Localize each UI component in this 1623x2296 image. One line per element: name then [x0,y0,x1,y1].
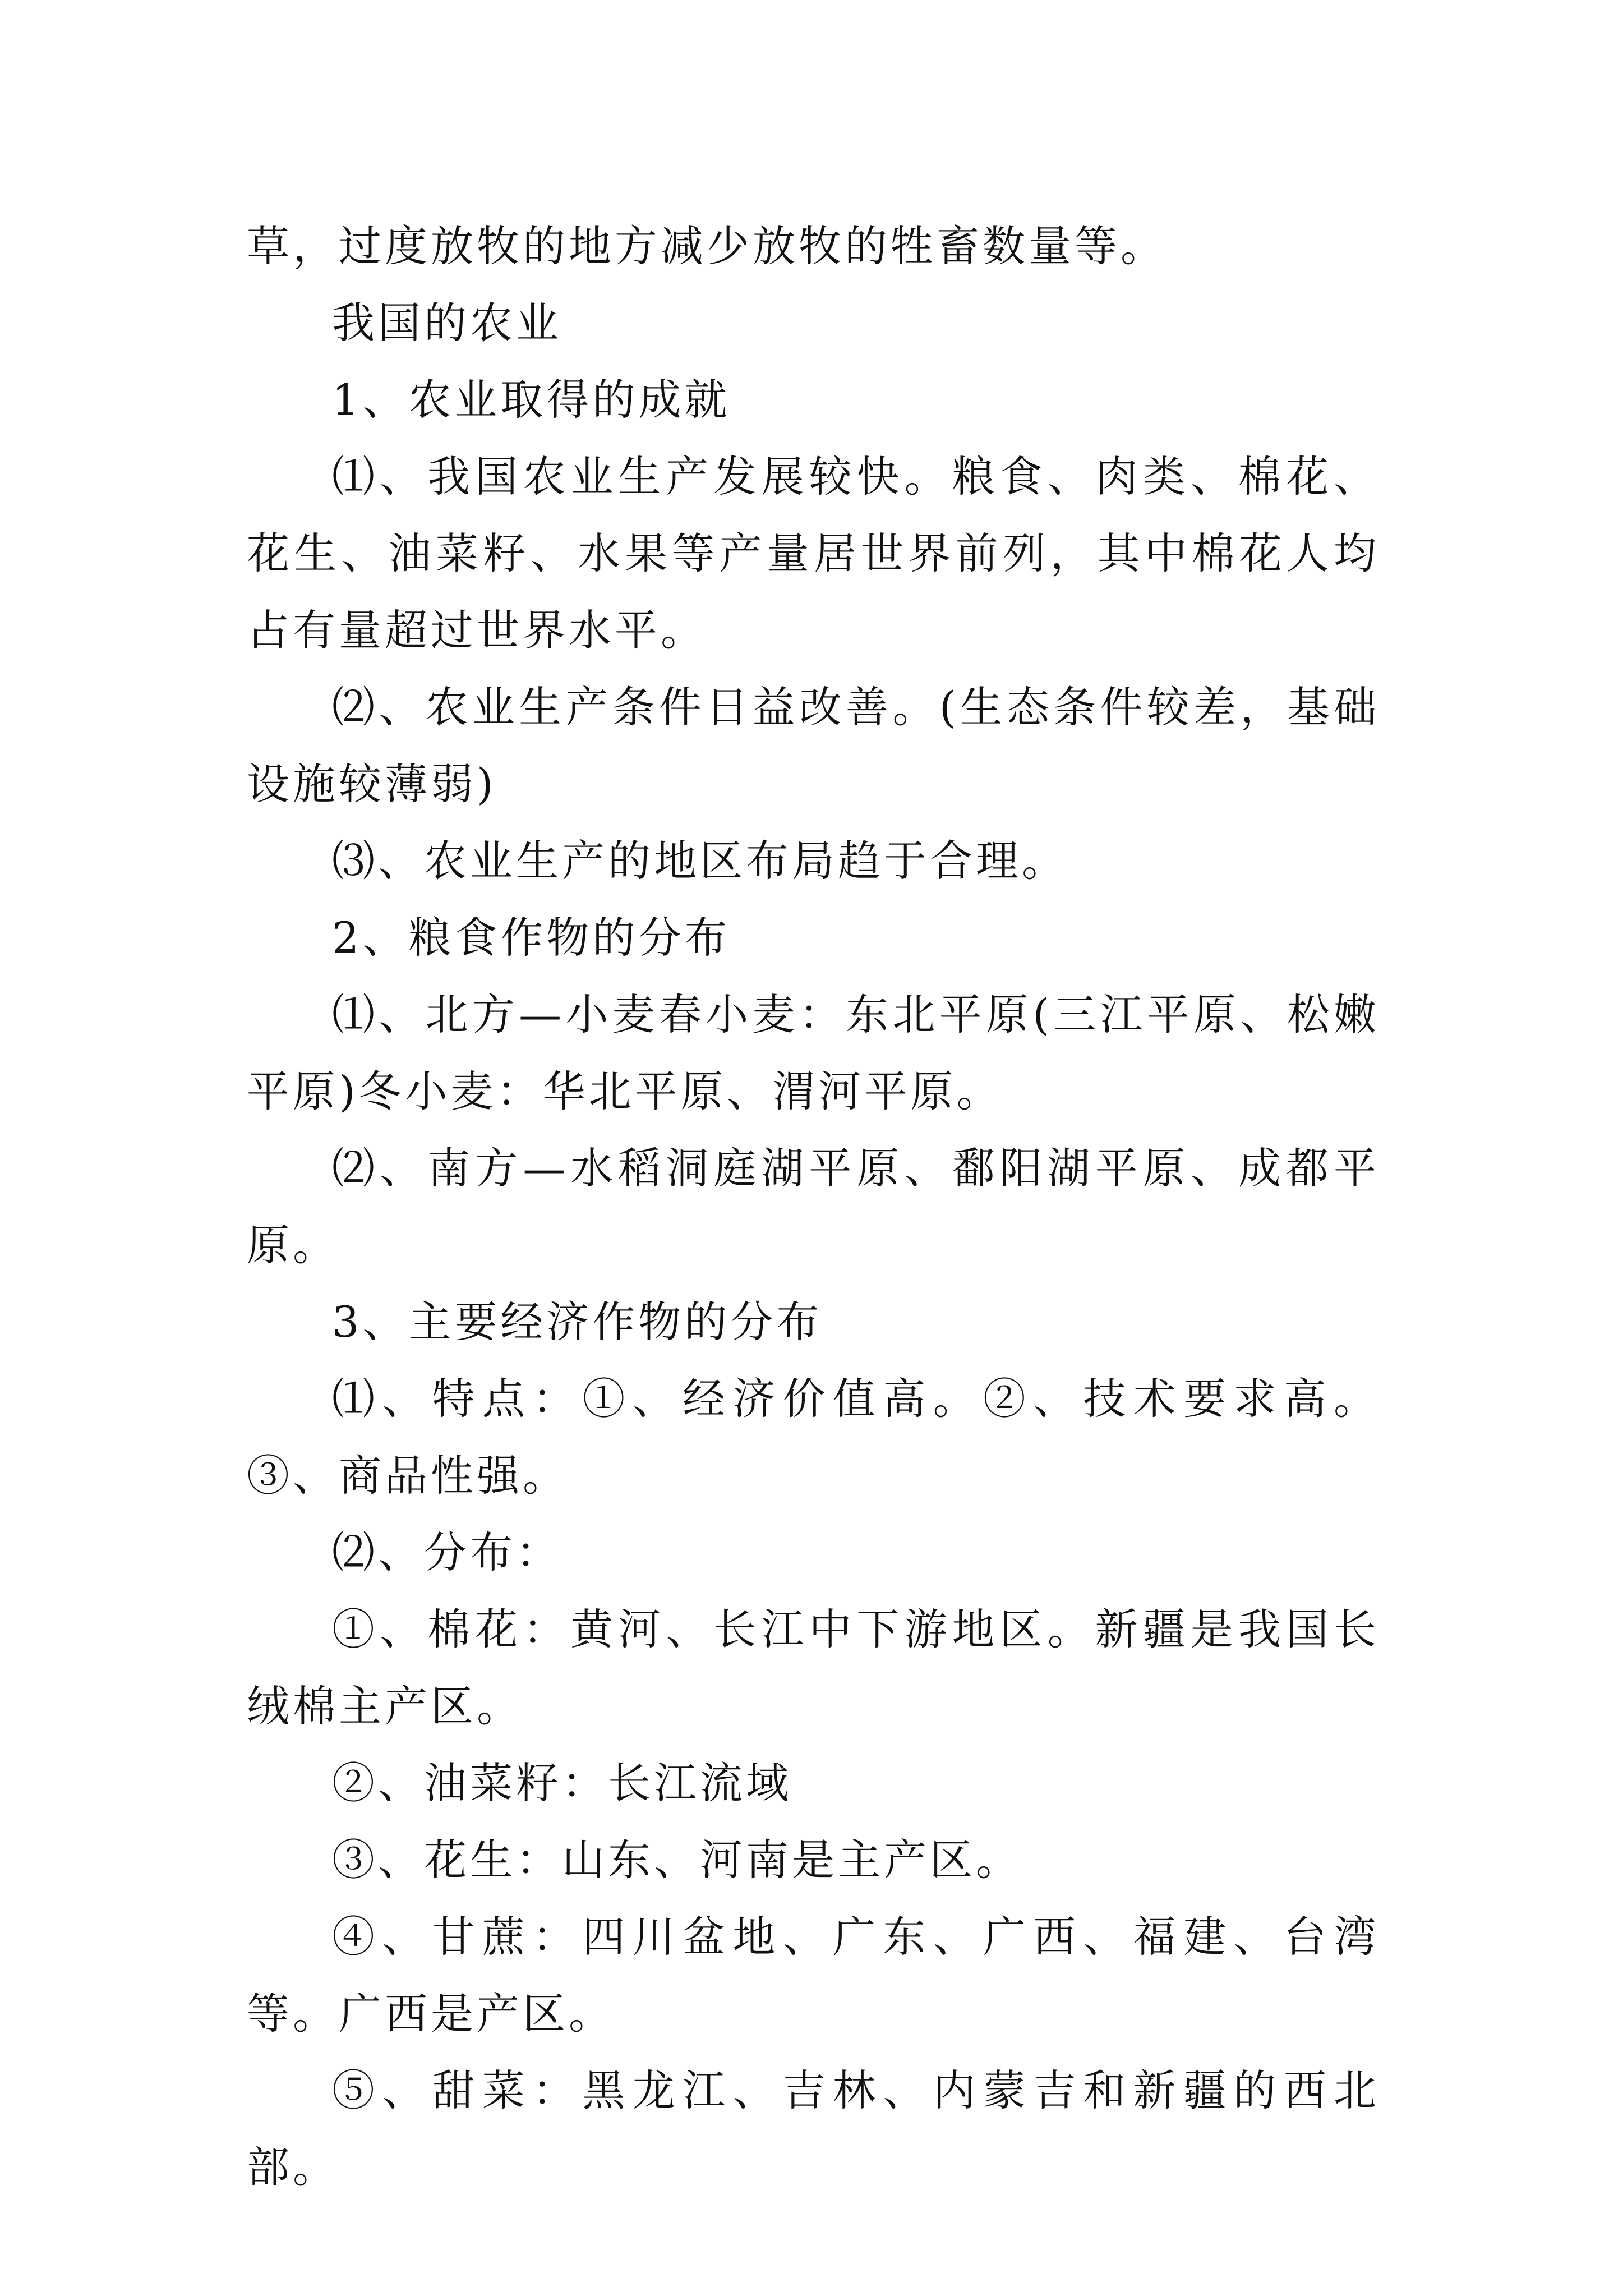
list-item-sugar-beet: ⑤、甜菜：黑龙江、吉林、内蒙吉和新疆的西北部。 [247,2065,1380,2192]
list-item-cotton: ①、棉花：黄河、长江中下游地区。新疆是我国长绒棉主产区。 [247,1604,1380,1731]
paragraph-grain-south: ⑵、南方—水稻洞庭湖平原、鄱阳湖平原、成都平原。 [247,1143,1380,1270]
paragraph-achievement-2: ⑵、农业生产条件日益改善。(生态条件较差，基础设施较薄弱) [247,682,1380,809]
heading-grain-crops: 2、粮食作物的分布 [332,913,731,963]
heading-economic-crops: 3、主要经济作物的分布 [332,1297,823,1347]
section-heading-agriculture: 我国的农业 [332,298,562,348]
paragraph-achievement-3: ⑶、农业生产的地区布局趋于合理。 [332,836,1068,886]
paragraph-grain-north: ⑴、北方—小麦春小麦：东北平原(三江平原、松嫩平原)冬小麦：华北平原、渭河平原。 [247,990,1380,1116]
document-body [247,208,1380,2206]
paragraph-achievement-1: ⑴、我国农业生产发展较快。粮食、肉类、棉花、花生、油菜籽、水果等产量居世界前列，其中棉花人均占有量超过世界水平。 [247,452,1380,655]
list-item-rapeseed: ②、油菜籽：长江流域 [332,1758,792,1808]
paragraph-economic-distribution: ⑵、分布： [332,1527,562,1577]
list-item-peanut: ③、花生：山东、河南是主产区。 [332,1835,1022,1885]
paragraph-continuation: 草，过度放牧的地方减少放牧的牲畜数量等。 [247,221,1166,271]
heading-achievements: 1、农业取得的成就 [332,375,731,425]
list-item-sugarcane: ④、甘蔗：四川盆地、广东、广西、福建、台湾等。广西是产区。 [247,1912,1380,2039]
paragraph-economic-features: ⑴、特点：①、经济价值高。②、技术要求高。③、商品性强。 [247,1374,1380,1501]
